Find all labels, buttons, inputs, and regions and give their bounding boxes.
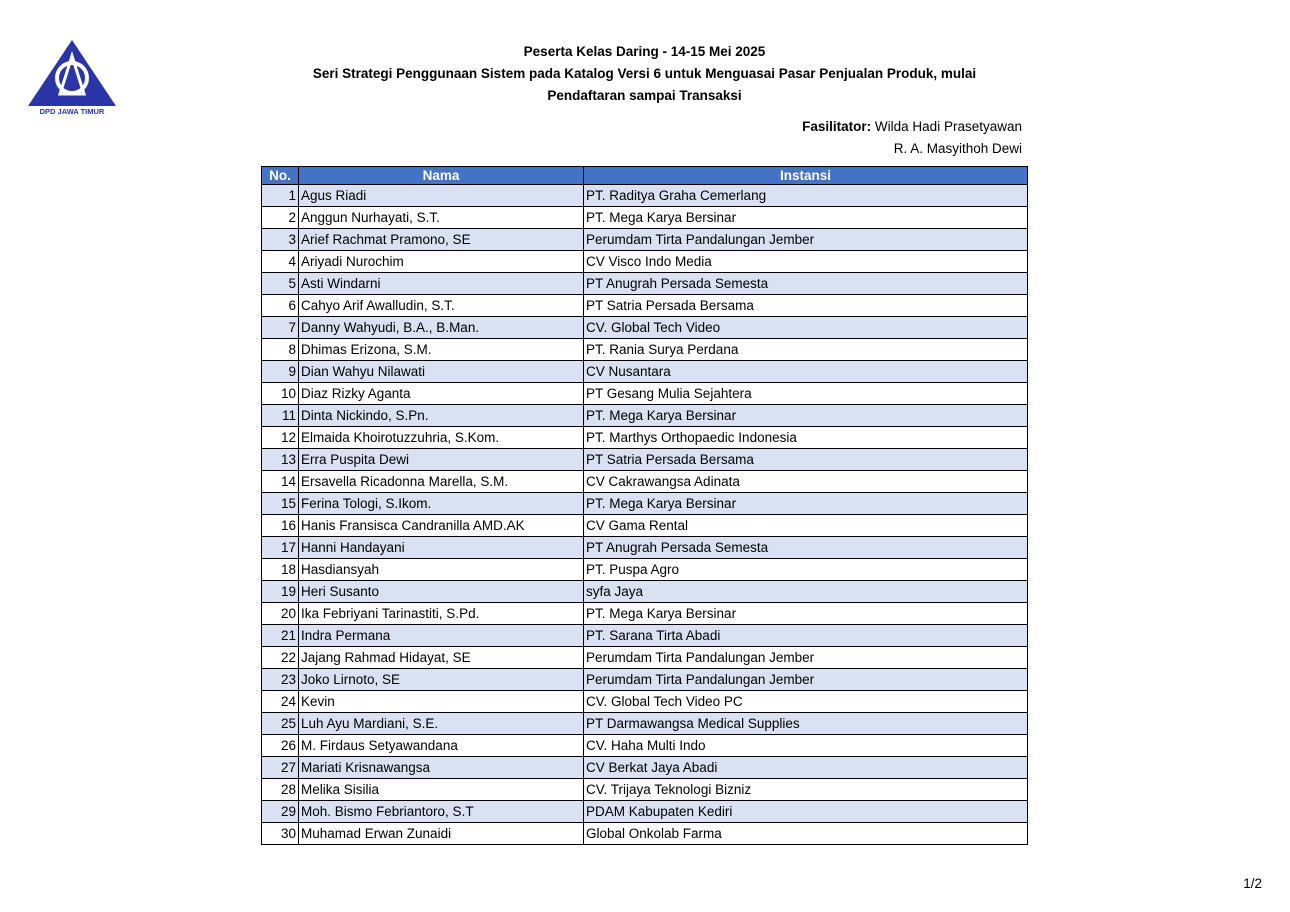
table-row <box>262 647 1028 669</box>
cell-no: 27 <box>262 757 299 779</box>
cell-nama: Ika Febriyani Tarinastiti, S.Pd. <box>299 603 584 625</box>
cell-no: 12 <box>262 427 299 449</box>
cell-nama: Kevin <box>299 691 584 713</box>
cell-no: 21 <box>262 625 299 647</box>
table-row <box>262 493 1028 515</box>
cell-nama: Mariati Krisnawangsa <box>299 757 584 779</box>
col-header-instansi: Instansi <box>584 167 1028 185</box>
cell-no: 3 <box>262 229 299 251</box>
col-header-no: No. <box>262 167 299 185</box>
cell-instansi: PT. Rania Surya Perdana <box>584 339 1028 361</box>
cell-no: 11 <box>262 405 299 427</box>
participant-table <box>261 166 1028 845</box>
table-row <box>262 757 1028 779</box>
cell-nama: Dhimas Erizona, S.M. <box>299 339 584 361</box>
cell-nama: Ferina Tologi, S.Ikom. <box>299 493 584 515</box>
cell-instansi: PT. Marthys Orthopaedic Indonesia <box>584 427 1028 449</box>
cell-instansi: PT Anugrah Persada Semesta <box>584 273 1028 295</box>
table-row <box>262 603 1028 625</box>
col-header-nama: Nama <box>299 167 584 185</box>
cell-instansi: Perumdam Tirta Pandalungan Jember <box>584 669 1028 691</box>
cell-no: 28 <box>262 779 299 801</box>
cell-nama: Luh Ayu Mardiani, S.E. <box>299 713 584 735</box>
cell-no: 5 <box>262 273 299 295</box>
facilitator-block <box>802 116 1022 160</box>
cell-nama: Indra Permana <box>299 625 584 647</box>
table-row <box>262 625 1028 647</box>
cell-nama: Diaz Rizky Aganta <box>299 383 584 405</box>
cell-nama: Arief Rachmat Pramono, SE <box>299 229 584 251</box>
table-row <box>262 449 1028 471</box>
facilitator-name-1: Wilda Hadi Prasetyawan <box>874 119 1022 134</box>
dpd-logo <box>26 38 118 116</box>
cell-nama: Melika Sisilia <box>299 779 584 801</box>
table-row <box>262 559 1028 581</box>
table-row <box>262 361 1028 383</box>
cell-instansi: CV Berkat Jaya Abadi <box>584 757 1028 779</box>
cell-no: 25 <box>262 713 299 735</box>
cell-no: 24 <box>262 691 299 713</box>
table-row <box>262 295 1028 317</box>
cell-nama: Anggun Nurhayati, S.T. <box>299 207 584 229</box>
table-row <box>262 691 1028 713</box>
cell-nama: Ersavella Ricadonna Marella, S.M. <box>299 471 584 493</box>
cell-instansi: PT. Mega Karya Bersinar <box>584 603 1028 625</box>
cell-instansi: PT Gesang Mulia Sejahtera <box>584 383 1028 405</box>
cell-no: 2 <box>262 207 299 229</box>
cell-no: 16 <box>262 515 299 537</box>
header-subtitle-1: Seri Strategi Penggunaan Sistem pada Katalog Versi 6 untuk Menguasai Pasar Penjualan Produk, mulai <box>312 66 977 81</box>
cell-instansi: Perumdam Tirta Pandalungan Jember <box>584 229 1028 251</box>
cell-instansi: PT. Mega Karya Bersinar <box>584 493 1028 515</box>
table-row <box>262 229 1028 251</box>
cell-nama: Hasdiansyah <box>299 559 584 581</box>
table-row <box>262 735 1028 757</box>
cell-nama: Agus Riadi <box>299 185 584 207</box>
cell-no: 13 <box>262 449 299 471</box>
cell-instansi: CV Cakrawangsa Adinata <box>584 471 1028 493</box>
cell-instansi: Global Onkolab Farma <box>584 823 1028 845</box>
cell-nama: Danny Wahyudi, B.A., B.Man. <box>299 317 584 339</box>
cell-instansi: PT. Puspa Agro <box>584 559 1028 581</box>
table-row <box>262 801 1028 823</box>
cell-nama: Dian Wahyu Nilawati <box>299 361 584 383</box>
table-row <box>262 581 1028 603</box>
cell-instansi: CV Nusantara <box>584 361 1028 383</box>
header-subtitle-2: Pendaftaran sampai Transaksi <box>547 88 742 103</box>
cell-no: 6 <box>262 295 299 317</box>
cell-instansi: PT Satria Persada Bersama <box>584 295 1028 317</box>
cell-no: 14 <box>262 471 299 493</box>
cell-nama: Hanis Fransisca Candranilla AMD.AK <box>299 515 584 537</box>
cell-nama: Elmaida Khoirotuzzuhria, S.Kom. <box>299 427 584 449</box>
table-row <box>262 427 1028 449</box>
cell-no: 10 <box>262 383 299 405</box>
logo-caption: DPD JAWA TIMUR <box>39 107 105 116</box>
cell-nama: Erra Puspita Dewi <box>299 449 584 471</box>
apl-logo-icon <box>26 38 118 116</box>
cell-no: 17 <box>262 537 299 559</box>
table-row <box>262 823 1028 845</box>
page-number: 1/2 <box>1243 876 1262 891</box>
cell-nama: Ariyadi Nurochim <box>299 251 584 273</box>
table-row <box>262 669 1028 691</box>
cell-nama: M. Firdaus Setyawandana <box>299 735 584 757</box>
cell-instansi: PT Darmawangsa Medical Supplies <box>584 713 1028 735</box>
table-row <box>262 471 1028 493</box>
table-row <box>262 405 1028 427</box>
cell-no: 18 <box>262 559 299 581</box>
cell-instansi: PT. Sarana Tirta Abadi <box>584 625 1028 647</box>
cell-nama: Moh. Bismo Febriantoro, S.T <box>299 801 584 823</box>
cell-instansi: PT Anugrah Persada Semesta <box>584 537 1028 559</box>
table-row <box>262 339 1028 361</box>
facilitator-label: Fasilitator: <box>802 119 872 134</box>
table-row <box>262 207 1028 229</box>
cell-instansi: CV. Trijaya Teknologi Bizniz <box>584 779 1028 801</box>
cell-nama: Heri Susanto <box>299 581 584 603</box>
table-row <box>262 273 1028 295</box>
cell-instansi: Perumdam Tirta Pandalungan Jember <box>584 647 1028 669</box>
cell-no: 15 <box>262 493 299 515</box>
table-row <box>262 317 1028 339</box>
cell-nama: Asti Windarni <box>299 273 584 295</box>
cell-no: 22 <box>262 647 299 669</box>
facilitator-name-2: R. A. Masyithoh Dewi <box>893 141 1022 156</box>
cell-nama: Cahyo Arif Awalludin, S.T. <box>299 295 584 317</box>
cell-instansi: CV Gama Rental <box>584 515 1028 537</box>
header-title: Peserta Kelas Daring - 14-15 Mei 2025 <box>523 44 766 59</box>
table-row <box>262 515 1028 537</box>
table-row <box>262 185 1028 207</box>
cell-nama: Muhamad Erwan Zunaidi <box>299 823 584 845</box>
cell-instansi: PDAM Kabupaten Kediri <box>584 801 1028 823</box>
cell-no: 1 <box>262 185 299 207</box>
table-header-row <box>262 167 1028 185</box>
cell-no: 8 <box>262 339 299 361</box>
cell-nama: Joko Lirnoto, SE <box>299 669 584 691</box>
cell-no: 26 <box>262 735 299 757</box>
table-row <box>262 779 1028 801</box>
cell-instansi: syfa Jaya <box>584 581 1028 603</box>
cell-instansi: PT. Mega Karya Bersinar <box>584 207 1028 229</box>
cell-instansi: PT. Mega Karya Bersinar <box>584 405 1028 427</box>
cell-no: 23 <box>262 669 299 691</box>
table-row <box>262 713 1028 735</box>
cell-instansi: PT Satria Persada Bersama <box>584 449 1028 471</box>
table-row <box>262 383 1028 405</box>
cell-instansi: CV Visco Indo Media <box>584 251 1028 273</box>
cell-no: 29 <box>262 801 299 823</box>
table-row <box>262 251 1028 273</box>
cell-instansi: CV. Global Tech Video PC <box>584 691 1028 713</box>
cell-instansi: CV. Haha Multi Indo <box>584 735 1028 757</box>
cell-instansi: CV. Global Tech Video <box>584 317 1028 339</box>
document-header <box>262 41 1027 107</box>
cell-no: 7 <box>262 317 299 339</box>
cell-no: 20 <box>262 603 299 625</box>
cell-no: 9 <box>262 361 299 383</box>
cell-nama: Dinta Nickindo, S.Pn. <box>299 405 584 427</box>
cell-no: 4 <box>262 251 299 273</box>
cell-nama: Hanni Handayani <box>299 537 584 559</box>
cell-nama: Jajang Rahmad Hidayat, SE <box>299 647 584 669</box>
cell-no: 19 <box>262 581 299 603</box>
cell-instansi: PT. Raditya Graha Cemerlang <box>584 185 1028 207</box>
cell-no: 30 <box>262 823 299 845</box>
table-row <box>262 537 1028 559</box>
